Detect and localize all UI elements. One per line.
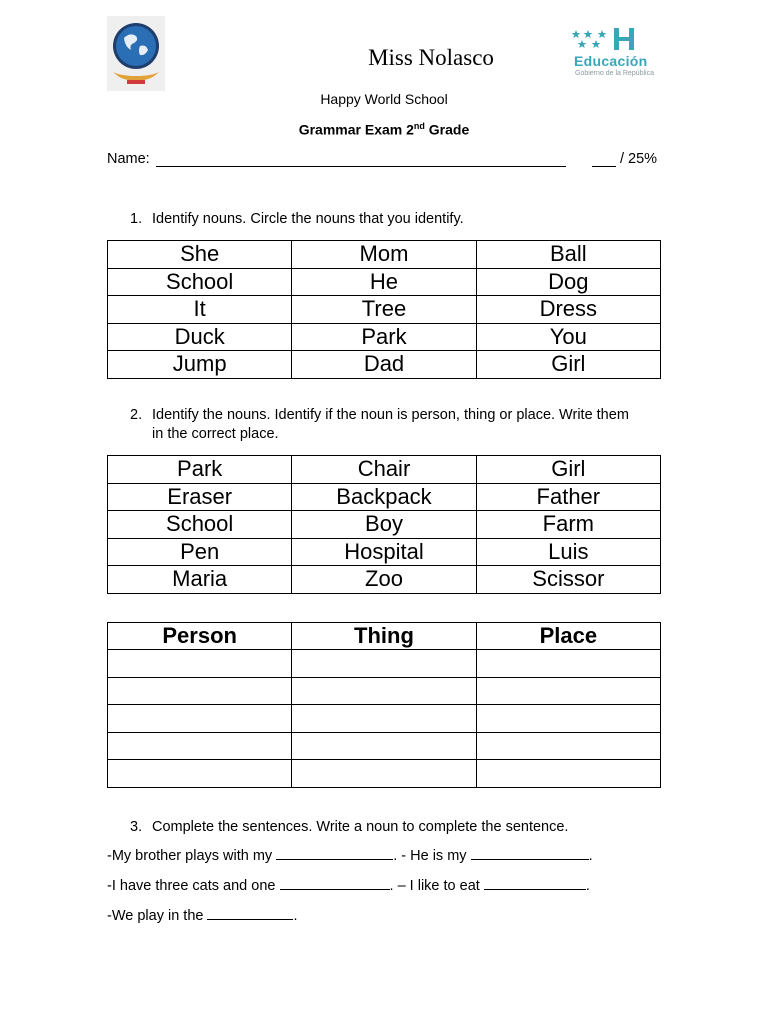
word-cell[interactable]: Boy bbox=[292, 511, 476, 539]
sentence-blank[interactable] bbox=[484, 877, 586, 890]
word-cell[interactable]: Father bbox=[476, 483, 660, 511]
sentence-blank[interactable] bbox=[280, 877, 390, 890]
sentence-3-part-a: -We play in the bbox=[107, 908, 204, 924]
name-label: Name: bbox=[107, 151, 150, 167]
section2-text-line1: Identify the nouns. Identify if the noun is person, thing or place. Write them bbox=[152, 407, 629, 423]
score-blank[interactable] bbox=[592, 166, 616, 167]
section3-text: Complete the sentences. Write a noun to complete the sentence. bbox=[152, 819, 569, 835]
answer-cell[interactable] bbox=[108, 677, 292, 705]
word-cell[interactable]: Hospital bbox=[292, 538, 476, 566]
sentence-blank[interactable] bbox=[207, 907, 293, 920]
exam-title bbox=[0, 121, 768, 138]
education-logo-subtext: Gobierno de la República bbox=[575, 70, 654, 77]
section3-number: 3. bbox=[130, 819, 143, 835]
name-blank[interactable] bbox=[156, 166, 566, 167]
word-cell[interactable]: Tree bbox=[292, 296, 476, 324]
table-row bbox=[108, 566, 661, 594]
header-thing: Thing bbox=[292, 623, 476, 650]
sentence-1-part-b: . - He is my bbox=[393, 848, 467, 864]
sentence-2-part-a: -I have three cats and one bbox=[107, 878, 276, 894]
answer-cell[interactable] bbox=[476, 705, 660, 733]
answer-cell[interactable] bbox=[292, 705, 476, 733]
word-cell[interactable]: Pen bbox=[108, 538, 292, 566]
section2-instruction bbox=[130, 406, 690, 446]
word-cell[interactable]: Mom bbox=[292, 241, 476, 269]
nouns-circle-table bbox=[107, 240, 661, 379]
word-cell[interactable]: Jump bbox=[108, 351, 292, 379]
word-cell[interactable]: Chair bbox=[292, 456, 476, 484]
word-cell[interactable]: Maria bbox=[108, 566, 292, 594]
table-row bbox=[108, 483, 661, 511]
exam-title-end: Grade bbox=[424, 121, 470, 138]
table-row bbox=[108, 296, 661, 324]
table-row bbox=[108, 511, 661, 539]
table-row bbox=[108, 323, 661, 351]
word-cell[interactable]: Scissor bbox=[476, 566, 660, 594]
answer-cell[interactable] bbox=[108, 732, 292, 760]
answer-cell[interactable] bbox=[108, 760, 292, 788]
table-row bbox=[108, 677, 661, 705]
sentence-2 bbox=[107, 877, 590, 894]
table-row bbox=[108, 538, 661, 566]
classification-header-row bbox=[108, 623, 661, 650]
exam-title-main: Grammar Exam 2 bbox=[298, 121, 414, 138]
word-cell[interactable]: Girl bbox=[476, 456, 660, 484]
table-row bbox=[108, 705, 661, 733]
sentence-period: . bbox=[585, 878, 590, 894]
answer-cell[interactable] bbox=[108, 705, 292, 733]
table-row bbox=[108, 650, 661, 678]
sentence-1-part-a: -My brother plays with my bbox=[107, 848, 273, 864]
table-row bbox=[108, 732, 661, 760]
word-cell[interactable]: Farm bbox=[476, 511, 660, 539]
education-logo-text: Educación bbox=[574, 53, 648, 69]
table-row bbox=[108, 351, 661, 379]
table-row bbox=[108, 456, 661, 484]
answer-cell[interactable] bbox=[476, 677, 660, 705]
word-cell[interactable]: Girl bbox=[476, 351, 660, 379]
teacher-name: Miss Nolasco bbox=[368, 45, 494, 70]
answer-cell[interactable] bbox=[292, 732, 476, 760]
word-cell[interactable]: Zoo bbox=[292, 566, 476, 594]
sentence-1 bbox=[107, 847, 593, 864]
table-row bbox=[108, 760, 661, 788]
word-cell[interactable]: Park bbox=[292, 323, 476, 351]
sentence-blank[interactable] bbox=[471, 847, 589, 860]
score-total: / 25% bbox=[620, 151, 658, 167]
answer-cell[interactable] bbox=[292, 760, 476, 788]
table-row bbox=[108, 241, 661, 269]
answer-cell[interactable] bbox=[476, 760, 660, 788]
header-person: Person bbox=[108, 623, 292, 650]
school-name: Happy World School bbox=[320, 91, 448, 107]
word-cell[interactable]: Luis bbox=[476, 538, 660, 566]
answer-cell[interactable] bbox=[292, 677, 476, 705]
sentence-2-part-b: . – I like to eat bbox=[389, 878, 480, 894]
answer-cell[interactable] bbox=[476, 732, 660, 760]
sentence-period: . bbox=[588, 848, 593, 864]
word-cell[interactable]: School bbox=[108, 268, 292, 296]
answer-cell[interactable] bbox=[292, 650, 476, 678]
word-cell[interactable]: Duck bbox=[108, 323, 292, 351]
section1-number: 1. bbox=[130, 211, 143, 227]
word-cell[interactable]: It bbox=[108, 296, 292, 324]
section2-text-line2: in the correct place. bbox=[152, 426, 279, 442]
sentence-period: . bbox=[293, 908, 298, 924]
sentence-3 bbox=[107, 907, 298, 924]
word-cell[interactable]: Eraser bbox=[108, 483, 292, 511]
word-cell[interactable]: You bbox=[476, 323, 660, 351]
section1-text: Identify nouns. Circle the nouns that you identify. bbox=[152, 211, 464, 227]
word-cell[interactable]: School bbox=[108, 511, 292, 539]
word-cell[interactable]: Park bbox=[108, 456, 292, 484]
header-place: Place bbox=[476, 623, 660, 650]
nouns-word-table bbox=[107, 455, 661, 594]
word-cell[interactable]: Dad bbox=[292, 351, 476, 379]
word-cell[interactable]: Ball bbox=[476, 241, 660, 269]
word-cell[interactable]: Backpack bbox=[292, 483, 476, 511]
classification-table bbox=[107, 622, 661, 788]
word-cell[interactable]: She bbox=[108, 241, 292, 269]
exam-title-sup: nd bbox=[413, 121, 425, 131]
table-row bbox=[108, 268, 661, 296]
answer-cell[interactable] bbox=[108, 650, 292, 678]
section2-number: 2. bbox=[130, 407, 143, 423]
sentence-blank[interactable] bbox=[276, 847, 393, 860]
answer-cell[interactable] bbox=[476, 650, 660, 678]
word-cell[interactable]: He bbox=[292, 268, 476, 296]
word-cell[interactable]: Dress bbox=[476, 296, 660, 324]
word-cell[interactable]: Dog bbox=[476, 268, 660, 296]
